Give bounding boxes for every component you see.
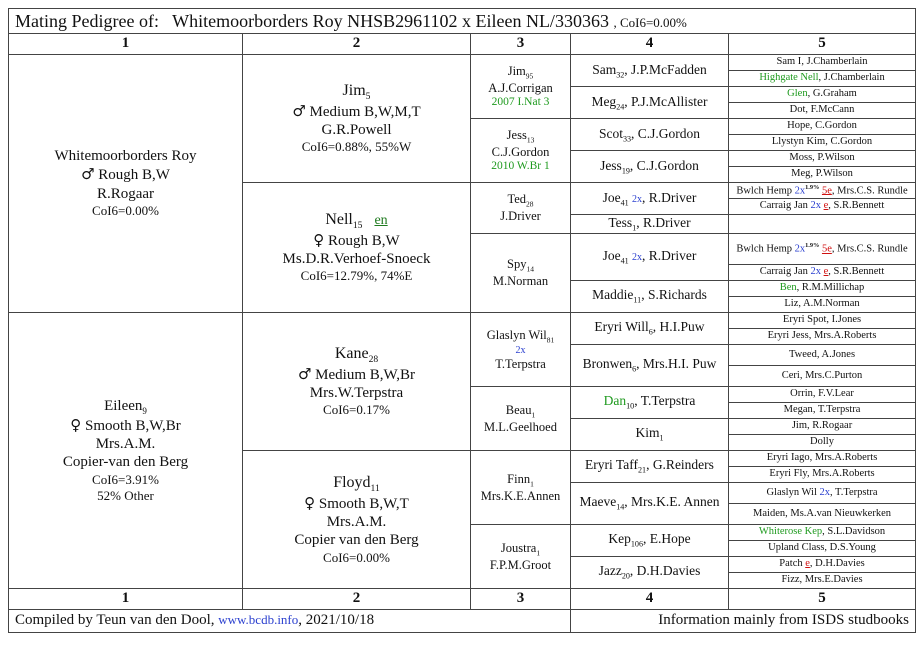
owner: , T.Terpstra: [634, 393, 696, 409]
dog-name: Eryri Iago: [766, 452, 810, 464]
litter-number: 21: [637, 466, 647, 476]
e-link[interactable]: e: [823, 266, 829, 278]
litter-number: 11: [370, 482, 380, 494]
male-icon: ♂: [292, 101, 306, 120]
gen4-jazz-cell: [571, 556, 729, 588]
repeat-mark: 2x: [810, 200, 821, 212]
gen4-tess-cell: [571, 215, 729, 234]
dog-name: Dot: [789, 104, 806, 116]
gen5-cell: [729, 328, 916, 344]
dog-name: Ceri: [781, 369, 800, 381]
owner: , T.Terpstra: [830, 486, 878, 498]
litter-number: 41: [620, 256, 629, 266]
pedigree-table: [8, 8, 916, 633]
litter-number: 9: [142, 405, 147, 416]
dog-name: Joustra: [500, 540, 537, 555]
litter-number: 14: [526, 264, 534, 274]
litter-number: 28: [526, 199, 534, 209]
litter-number: 1: [659, 434, 664, 444]
litter-number: 33: [622, 134, 632, 144]
litter-number: 10: [626, 402, 635, 412]
owner: , F.McCann: [805, 104, 855, 116]
dog-name: Tess: [608, 215, 633, 230]
owner: , P.Wilson: [810, 168, 853, 180]
gen5-empty-cell: [729, 215, 916, 234]
gen5-cell: [729, 386, 916, 402]
owner: Mrs.W.Terpstra: [309, 385, 404, 402]
owner: Mrs.A.M.: [326, 514, 387, 530]
sire-cell: [9, 55, 243, 313]
owner: J.Driver: [500, 209, 541, 224]
coi: CoI6=0.00%: [92, 202, 159, 218]
owner: Ms.D.R.Verhoef-Snoeck: [282, 251, 431, 268]
dog-name: Jim: [342, 81, 366, 99]
dog-name: Maiden: [753, 507, 786, 519]
dog-name: Upland Class: [768, 542, 825, 554]
gen5-cell: [729, 183, 916, 199]
footer-info: [571, 609, 916, 632]
dog-name: Eileen: [104, 397, 143, 414]
gen5-cell: [729, 119, 916, 135]
gen4-maddie-cell: [571, 280, 729, 312]
gen5-cell: [729, 296, 916, 312]
litter-number: 14: [616, 503, 625, 513]
owner: , A.M.Norman: [798, 298, 860, 310]
owner: , Mrs.K.E. Annen: [624, 494, 720, 510]
gen4-sam-cell: [571, 55, 729, 87]
owner: R.Rogaar: [96, 185, 155, 202]
gen2-kane-cell: [243, 312, 471, 450]
gen5-cell: [729, 482, 916, 503]
dog-name: Llystyn Kim: [771, 136, 826, 148]
litter-number: 1: [531, 410, 536, 420]
litter-number: 5: [365, 90, 371, 102]
dog-name: Liz: [784, 298, 799, 310]
owner: F.P.M.Groot: [489, 557, 552, 572]
gen4-meg-cell: [571, 87, 729, 119]
gen3-jess13-cell: [471, 119, 571, 183]
female-icon: ♀: [304, 493, 316, 512]
column-header: 3: [471, 34, 571, 55]
owner: , S.Richards: [641, 287, 707, 303]
gen5-cell: [729, 344, 916, 365]
gen4-dan-cell: [571, 386, 729, 418]
coi-pct: 1.9%: [805, 183, 820, 191]
litter-number: 106: [630, 540, 643, 550]
dog-name: Megan: [783, 404, 813, 416]
gen2-nell-cell: [243, 183, 471, 313]
litter-number: 1: [632, 223, 637, 233]
owner: , Mrs.C.Purton: [799, 369, 863, 381]
repeat-mark: 2x: [794, 185, 806, 197]
coi: CoI6=0.88%, 55%W: [301, 139, 412, 155]
owner: , T.Terpstra: [812, 404, 861, 416]
gen4-kep-cell: [571, 524, 729, 556]
owner: , C.Gordon: [809, 120, 857, 132]
footer-credit: [9, 609, 571, 632]
en-link[interactable]: en: [374, 212, 388, 228]
pedigree-title: [9, 9, 916, 34]
owner: , Mrs.H.I. Puw: [636, 356, 717, 372]
owner: , C.J.Gordon: [629, 157, 699, 173]
coat: Smooth B,W,T: [318, 495, 409, 512]
owner: , J.Chamberlain: [818, 72, 885, 84]
gen4-maeve-cell: [571, 482, 729, 524]
gen5-cell: [729, 233, 916, 264]
gen3-jim95-cell: [471, 55, 571, 119]
e-link[interactable]: e: [805, 558, 810, 570]
e-link[interactable]: 5e: [821, 185, 832, 197]
owner: , S.R.Bennett: [828, 200, 885, 212]
owner: T.Terpstra: [495, 356, 546, 371]
gen3-joustra-cell: [471, 524, 571, 588]
owner: , J.Chamberlain: [801, 56, 868, 68]
dam-cell: [9, 312, 243, 588]
dog-name: Eryri Fly: [769, 468, 807, 480]
dog-name: Bwlch Hemp: [736, 185, 793, 197]
gen4-eryritaff-cell: [571, 450, 729, 482]
gen2-jim-cell: [243, 55, 471, 183]
dog-name: Whitemoorborders Roy: [54, 148, 197, 165]
e-link[interactable]: 5e: [821, 243, 832, 255]
dog-name: Moss: [789, 152, 813, 164]
gen3-glaslyn-cell: [471, 312, 571, 386]
gen5-cell: [729, 434, 916, 450]
owner: , I.Jones: [826, 314, 862, 326]
gen5-cell: [729, 450, 916, 466]
dog-name: Floyd: [333, 473, 371, 491]
owner: , E.Hope: [643, 531, 691, 547]
info-source: Information mainly from ISDS studbooks: [658, 612, 910, 629]
dog-name: Kane: [334, 344, 369, 362]
dog-name: Jess: [600, 157, 622, 173]
owner: , C.Gordon: [825, 136, 873, 148]
litter-number: 81: [546, 335, 555, 345]
gen5-cell: [729, 365, 916, 386]
dog-name: Patch: [779, 558, 803, 570]
coat: Medium B,W,M,T: [309, 103, 421, 120]
owner: , A.Jones: [816, 348, 856, 360]
title-prefix: Mating Pedigree of:: [15, 10, 159, 31]
gen5-cell: [729, 151, 916, 167]
gen5-cell: [729, 418, 916, 434]
compiled-by: Compiled by Teun van den Dool,: [15, 612, 215, 629]
dog-name: Maddie: [592, 287, 634, 303]
coi: CoI6=3.91%: [92, 471, 159, 487]
female-icon: ♀: [313, 230, 325, 249]
repeat-mark: 2x: [632, 251, 643, 263]
gen4-joe-cell: [571, 183, 729, 215]
gen5-cell: [729, 71, 916, 87]
owner: G.R.Powell: [321, 122, 392, 139]
column-header: 4: [571, 34, 729, 55]
gen4-bronwen-cell: [571, 344, 729, 386]
dog-name: Eryri Will: [594, 319, 649, 335]
male-icon: ♂: [297, 364, 312, 383]
column-header: 2: [243, 34, 471, 55]
other-pct: 52% Other: [97, 487, 154, 503]
dog-name: Meg: [791, 168, 811, 180]
dog-name: Jess: [506, 128, 527, 143]
gen5-cell: [729, 167, 916, 183]
dog-name: Scot: [598, 125, 623, 141]
owner: , F.V.Lear: [812, 388, 854, 400]
dog-name: Carraig Jan: [759, 200, 808, 212]
footer-row: [9, 609, 916, 632]
dog-name: Joe: [602, 247, 621, 263]
owner: , S.R.Bennett: [828, 266, 885, 278]
repeat-mark: 2x: [819, 486, 830, 498]
owner: , Mrs.C.S. Rundle: [831, 243, 908, 255]
owner: , P.Wilson: [812, 152, 855, 164]
gen4-kim-cell: [571, 418, 729, 450]
owner: , G.Reinders: [646, 457, 714, 473]
owner: , D.S.Young: [824, 542, 876, 554]
litter-number: 24: [616, 102, 625, 112]
coat: Smooth B,W,Br: [85, 417, 181, 434]
owner: , G.Graham: [807, 88, 857, 100]
dog-name: Jim: [507, 64, 526, 79]
litter-number: 6: [648, 328, 653, 338]
gen5-cell: [729, 556, 916, 572]
dog-name: Spy: [507, 257, 527, 272]
litter-number: 28: [368, 353, 379, 365]
dog-name: Beau: [505, 402, 532, 417]
owner: , P.J.McAllister: [624, 93, 708, 109]
column-header: 5: [729, 588, 916, 609]
dog-name: Glaslyn Wil: [766, 486, 817, 498]
owner: C.J.Gordon: [491, 145, 550, 160]
dog-name: Jazz: [598, 563, 622, 579]
gen5-cell: [729, 199, 916, 215]
litter-number: 11: [633, 296, 642, 306]
owner: M.L.Geelhoed: [484, 419, 557, 434]
dog-name: Hope: [787, 120, 810, 132]
repeat-mark: 2x: [515, 345, 526, 357]
coat: Medium B,W,Br: [315, 366, 416, 383]
repeat-mark: 2x: [632, 193, 643, 205]
dog-name: Glaslyn Wil: [486, 327, 547, 342]
coi: CoI6=0.17%: [323, 402, 390, 418]
male-icon: ♂: [81, 165, 95, 184]
gen5-cell: [729, 312, 916, 328]
dog-name: Finn: [507, 471, 531, 486]
owner: M.Norman: [492, 274, 549, 289]
litter-number: 1: [530, 479, 534, 489]
column-header-row: [9, 34, 916, 55]
coi: CoI6=0.00%: [323, 549, 390, 565]
owner: , R.M.Millichap: [796, 282, 865, 294]
owner: , Mrs.A.Roberts: [808, 330, 877, 342]
litter-number: 15: [352, 219, 363, 231]
litter-number: 95: [525, 71, 534, 81]
dog-name: Ben: [779, 282, 797, 294]
gen2-floyd-cell: [243, 450, 471, 588]
column-header: 2: [243, 588, 471, 609]
gen3-beau-cell: [471, 386, 571, 450]
gen5-cell: [729, 55, 916, 71]
coi-pct: 1.9%: [805, 242, 820, 250]
gen4-joe-cell: [571, 233, 729, 280]
gen5-cell: [729, 524, 916, 540]
owner: , R.Rogaar: [807, 420, 853, 432]
dog-name: Kim: [635, 425, 660, 441]
owner: Copier van den Berg: [294, 532, 419, 549]
litter-number: 32: [616, 70, 625, 80]
gen4-jess19-cell: [571, 151, 729, 183]
dog-name: Eryri Jess: [767, 330, 809, 342]
coat: Rough B,W: [98, 167, 170, 184]
owner: , S.L.Davidson: [822, 526, 886, 538]
dog-name: Dolly: [810, 436, 834, 448]
dog-name: Highgate Nell: [759, 72, 819, 84]
dog-name: Fizz: [781, 574, 800, 586]
dog-name: Ted: [507, 192, 527, 207]
owner: , J.P.McFadden: [624, 61, 707, 77]
litter-number: 6: [632, 365, 637, 375]
owner: , R.Driver: [642, 189, 697, 205]
litter-number: 41: [620, 198, 629, 208]
column-header: 1: [9, 34, 243, 55]
owner: , Mrs.A.Roberts: [809, 452, 878, 464]
owner: , D.H.Davies: [809, 558, 865, 570]
gen3-ted-cell: [471, 183, 571, 234]
compiled-date: , 2021/10/18: [298, 612, 375, 629]
owner: , C.J.Gordon: [631, 125, 701, 141]
coi: CoI6=12.79%, 74%E: [300, 268, 413, 284]
owner: Copier-van den Berg: [62, 454, 189, 471]
litter-number: 13: [526, 135, 535, 145]
dog-name: Orrin: [790, 388, 813, 400]
gen3-spy-cell: [471, 233, 571, 312]
dog-name: Bwlch Hemp: [736, 243, 793, 255]
litter-number: 20: [621, 572, 630, 582]
e-link[interactable]: e: [823, 200, 829, 212]
owner: , Mrs.C.S. Rundle: [831, 185, 908, 197]
dog-name: Whiterose Kep: [758, 526, 823, 538]
gen5-cell: [729, 87, 916, 103]
litter-number: 1: [536, 548, 541, 558]
litter-number: 19: [621, 166, 630, 176]
dog-name: Tweed: [788, 348, 817, 360]
site-link[interactable]: www.bcdb.info: [218, 612, 299, 628]
title-main: Whitemoorborders Roy NHSB2961102 x Eileen NL/330363: [172, 10, 609, 31]
owner: , H.I.Puw: [652, 319, 705, 335]
owner: , Ms.A.van Nieuwkerken: [785, 507, 891, 519]
dog-name: Joe: [602, 189, 621, 205]
dog-name: Nell: [325, 210, 353, 228]
award: 2007 I.Nat 3: [491, 95, 550, 108]
gen3-finn-cell: [471, 450, 571, 524]
gen5-cell: [729, 280, 916, 296]
gen5-cell: [729, 135, 916, 151]
dog-name: Dan: [603, 393, 627, 409]
dog-name: Meg: [591, 93, 617, 109]
coat: Rough B,W: [328, 232, 400, 249]
column-footer-row: [9, 588, 916, 609]
owner: , D.H.Davies: [629, 563, 701, 579]
dog-name: Eryri Spot: [782, 314, 827, 326]
dog-name: Kep: [608, 531, 631, 547]
column-header: 3: [471, 588, 571, 609]
dog-name: Jim: [791, 420, 807, 432]
owner: , R.Driver: [642, 247, 697, 263]
gen5-cell: [729, 540, 916, 556]
repeat-mark: 2x: [810, 266, 821, 278]
gen5-cell: [729, 103, 916, 119]
owner: Mrs.K.E.Annen: [480, 488, 561, 503]
column-header: 5: [729, 34, 916, 55]
repeat-mark: 2x: [794, 243, 806, 255]
dog-name: Eryri Taff: [585, 457, 638, 473]
pedigree-sheet: [8, 8, 915, 641]
owner: A.J.Corrigan: [488, 81, 553, 96]
owner: , R.Driver: [636, 215, 691, 230]
gen5-cell: [729, 402, 916, 418]
title-coi: , CoI6=0.00%: [613, 14, 687, 30]
female-icon: ♀: [70, 415, 82, 434]
dog-name: Bronwen: [582, 356, 633, 372]
owner: , Mrs.A.Roberts: [806, 468, 875, 480]
dog-name: Sam: [592, 61, 617, 77]
column-header: 1: [9, 588, 243, 609]
gen4-scot-cell: [571, 119, 729, 151]
dog-name: Sam I: [776, 56, 802, 68]
owner: Mrs.A.M.: [95, 436, 156, 453]
gen5-cell: [729, 503, 916, 524]
dog-name: Maeve: [579, 494, 617, 510]
gen4-eryriwill-cell: [571, 312, 729, 344]
dog-name: Glen: [787, 88, 808, 100]
award: 2010 W.Br 1: [491, 159, 550, 172]
owner: , Mrs.E.Davies: [799, 574, 863, 586]
dog-name: Carraig Jan: [759, 266, 808, 278]
column-header: 4: [571, 588, 729, 609]
gen5-cell: [729, 572, 916, 588]
gen5-cell: [729, 264, 916, 280]
gen5-cell: [729, 466, 916, 482]
